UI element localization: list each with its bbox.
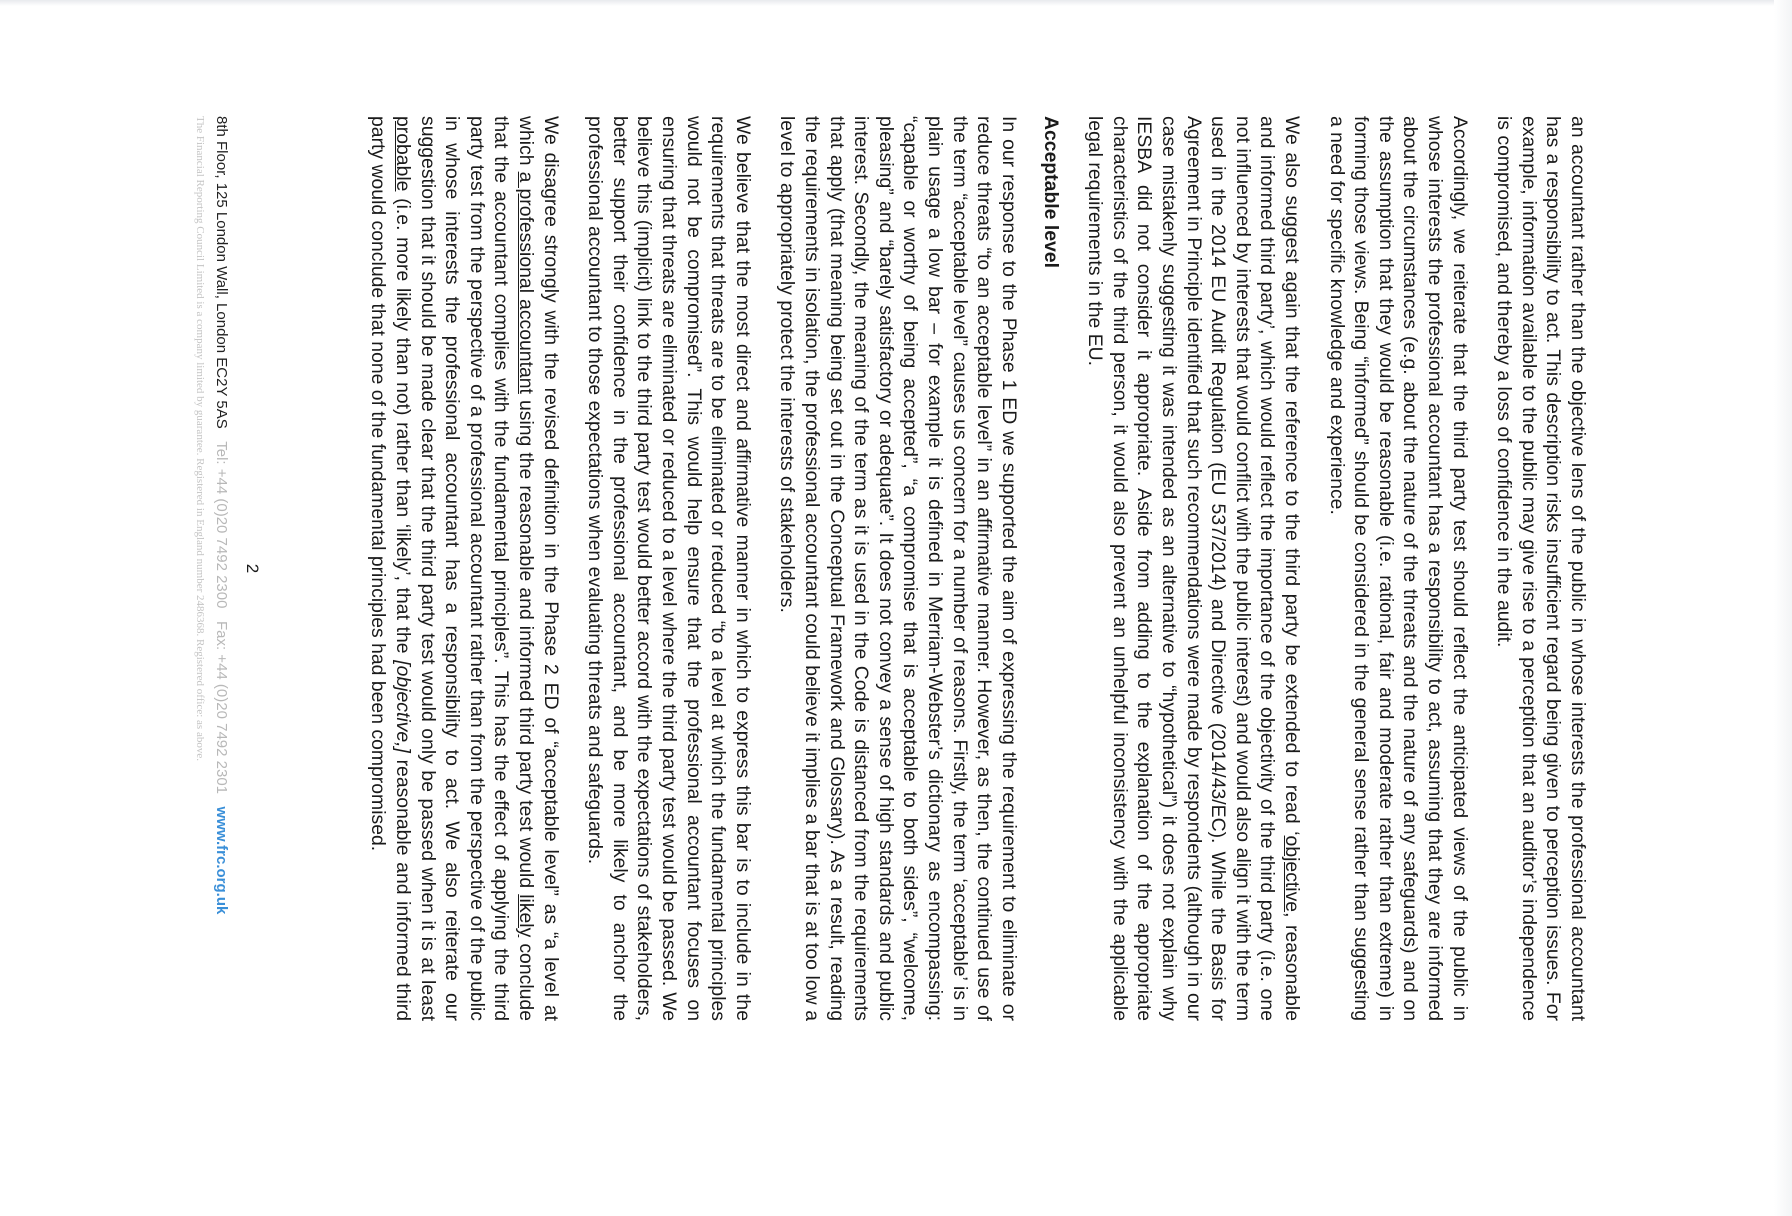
paragraph-disagree-definition xyxy=(366,116,563,1021)
document-page xyxy=(150,116,1590,1066)
footer-fax: Fax: +44 (0)20 7492 2301 xyxy=(213,620,230,795)
text-run: We disagree strongly with the revised definition in the Phase 2 ED of “acceptable level” as “a level at which xyxy=(515,116,562,1021)
document-body xyxy=(346,116,1590,1021)
text-run: We also suggest again that the reference to the third party be extended to read ‘ xyxy=(1281,116,1304,836)
paragraph-objective-third-party xyxy=(1083,116,1304,1021)
underlined-term-likely: likely xyxy=(515,894,538,938)
text-run: conclude that the accountant complies with the fundamental principles”. This has the effect of applying the third party test from the perspective of a professional accountant rather than from the perspective of the public in whose interests the professional accountant has a responsibility to act. We also reiterate our suggestion that it should be made clear that the third party test would only be passed when it is at least xyxy=(416,116,538,1021)
footer-tel: Tel: +44 (0)20 7492 2300 xyxy=(213,441,230,609)
footer-website-link[interactable]: www.frc.org.uk xyxy=(213,806,230,915)
text-run: reasonable and informed third party would conclude that none of the fundamental principles had been compromised. xyxy=(367,116,415,1021)
section-heading-acceptable-level: Acceptable level xyxy=(1039,116,1062,268)
paragraph-direct-affirmative: We believe that the most direct and affirmative manner in which to express this bar is to include in the requirements that threats are to be eliminated or reduced “to a level at which the fundamental principles would not be compromised”. This would help ensure that the professional accountant focuses on ensuring that threats are eliminated or reduced to a level where the third party test would be passed. We believe this (implicit) link to the third party test would better accord with the expectations of stakeholders, better support their confidence in the professional accountant, and be more likely to anchor the professional accountant to those expectations when evaluating threats and safeguards. xyxy=(584,116,754,1021)
footer-legal-notice: The Financial Reporting Council Limited is a company limited by guarantee. Registered in England number 2486368. Registered office: as above. xyxy=(194,116,206,761)
underlined-term-objective: objective xyxy=(1281,835,1304,913)
page-number: 2 xyxy=(243,563,262,574)
footer-address: 8th Floor, 125 London Wall, London EC2Y 5AS xyxy=(213,116,230,429)
paragraph-phase1-response: In our response to the Phase 1 ED we supported the aim of expressing the requirement to eliminate or reduce threats “to an acceptable level” in an affirmative manner. However, as then, the continued use of the term “acceptable level” causes us concern for a number of reasons. Firstly, the term ‘acceptable’ is in plain usage a low bar – for example it is defined in Merriam-Webster’s dictionary as encompassing: “capable or worthy of being accepted”, “a compromise that is acceptable to both sides”, “welcome, pleasing” and “barely satisfactory or adequate”. It does not convey a sense of high standards and public interest. Secondly, the meaning of the term as it is used in the Code is distanced from the requirements that apply (that meaning being set out in the Conceptual Framework and Glossary). As a result, reading the requirements in isolation, the professional accountant could believe it implies a bar that is at too low a level to appropriately protect the interests of stakeholders. xyxy=(776,116,1020,1021)
text-run: , reasonable and informed third party’, which would reflect the importance of the objectivity of the third party (i.e. one not influenced by interests that would conflict with the public interest) and would also align it with the term used in the 2014 EU Audit Regulation (EU 537/2014) and Directive (2014/43/EC). While the Basis for Agreement in Principle identified that such recommendations were made by respondents (although in our case mistakenly suggesting it was intended as an alternative to “hypothetical”) it does not explain why IESBA did not consider it appropriate. Aside from adding to the explanation of the appropriate characteristics of the third person, it would also prevent an unhelpful inconsistency with the applicable legal requirements in the EU. xyxy=(1084,116,1304,1022)
paragraph-third-party-test: Accordingly, we reiterate that the third party test should reflect the anticipated views of the public in whose interests the professional accountant has a responsibility to act, assuming that they are informed about the circumstances (e.g. about the nature of the threats and the nature of any safeguards) and on the assumption that they would be reasonable (i.e. rational, fair and moderate rather than extreme) in forming those views. Being “informed” should be considered in the general sense rather than suggesting a need for specific knowledge and experience. xyxy=(1325,116,1471,1021)
text-run: (i.e. more likely than not) rather than ‘likely’, that the xyxy=(392,191,415,661)
text-run: using the reasonable and informed third party test would xyxy=(515,393,538,895)
underlined-term-probable: probable xyxy=(392,116,415,192)
paragraph-perception: an accountant rather than the objective lens of the public in whose interests the professional accountant has a responsibility to act. This description risks insufficient regard being given to perception issues. For example, information available to the public may give rise to a perception that an auditor’s independence is compromised, and thereby a loss of confidence in the audit. xyxy=(1493,116,1589,1021)
scan-top-edge xyxy=(0,0,1792,6)
footer-contact xyxy=(213,116,230,1066)
italic-term-objective: [objective,] xyxy=(392,660,415,753)
scan-right-edge xyxy=(1774,0,1792,1216)
underlined-term-professional-accountant: a professional accountant xyxy=(515,171,538,394)
